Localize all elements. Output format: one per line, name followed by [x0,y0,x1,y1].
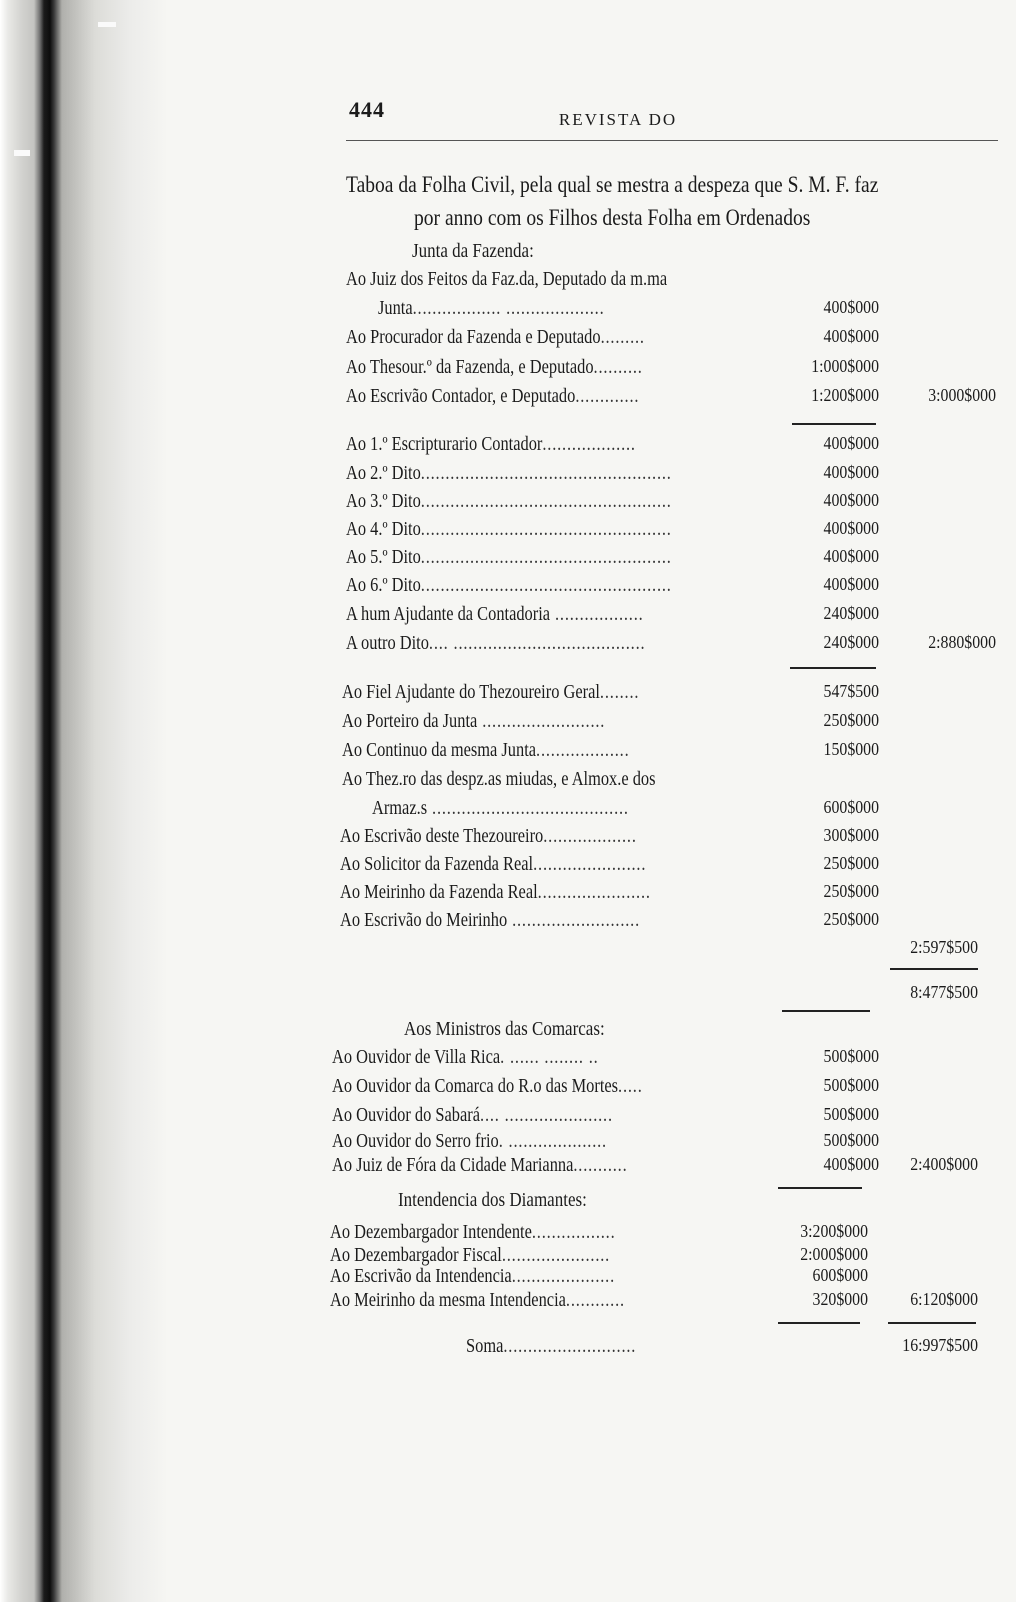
entry-label: Ao 5.º Dito [346,546,421,568]
table-row: Ao 5.º Dito................................................... 400$000 [346,546,879,568]
entry-value: 600$000 [823,797,879,817]
entry-label: Ao Escrivão Contador, e Deputado [346,385,576,407]
entry-label: Ao Ouvidor do Sabará [332,1104,481,1126]
entry-label: Ao Escrivão do Meirinho [340,909,508,931]
table-row: Ao Dezembargador Fiscal...................... 2:000$000 [330,1244,868,1266]
entry-value: 400$000 [823,297,879,317]
table-row: Ao Procurador da Fazenda e Deputado......... 400$000 [346,326,879,348]
table-row: Ao Fiel Ajudante do Thezoureiro Geral........ 547$500 [342,681,879,703]
table-row [0,982,1016,1010]
entry-label: Ao Ouvidor do Serro frio [332,1130,499,1152]
table-row: Ao 1.º Escripturario Contador................... 400$000 [346,433,879,455]
subtotal-rule [778,1187,862,1189]
entry-label: Ao Juiz de Fóra da Cidade Marianna [332,1154,574,1176]
subtotal-rule [792,423,876,425]
table-row [0,937,1016,965]
scan-mark [14,150,30,156]
entry-value: 250$000 [823,710,879,730]
table-row: Ao 4.º Dito................................................... 400$000 [346,518,879,540]
table-row: Ao Escrivão deste Thezoureiro................... 300$000 [340,825,879,847]
entry-label: Ao Meirinho da mesma Intendencia [330,1289,566,1311]
entry-label: A outro Dito [346,632,429,654]
entry-value: 240$000 [823,603,879,623]
total-rule [890,968,978,970]
section-total: 6:120$000 [910,1289,978,1309]
entry-label: Ao Dezembargador Fiscal [330,1244,502,1266]
entry-value: 400$000 [823,518,879,538]
subtotal-rule [778,1322,860,1324]
entry-label: Ao 6.º Dito [346,574,421,596]
table-row: Ao Ouvidor da Comarca do R.o das Mortes..... 500$000 [332,1075,879,1097]
entry-line [0,268,1016,296]
table-row: Ao Dezembargador Intendente................. 3:200$000 [330,1221,868,1243]
entry-label: A hum Ajudante da Contadoria [346,603,551,625]
table-row: Ao Ouvidor do Serro frio. .................... 500$000 [332,1130,879,1152]
entry-label: Ao Dezembargador Intendente [330,1221,532,1243]
entry-label: Ao Ouvidor de Villa Rica [332,1046,501,1068]
entry-label: Ao Meirinho da Fazenda Real [340,881,538,903]
section-total: 2:400$000 [910,1154,978,1174]
header-rule [346,140,998,141]
entry-label: Ao Continuo da mesma Junta [342,739,537,761]
table-row: Ao 2.º Dito................................................... 400$000 [346,462,879,484]
section-total: 2:597$500 [910,937,978,957]
entry-value: 600$000 [812,1265,868,1285]
entry-value: 500$000 [823,1130,879,1150]
entry-value: 400$000 [823,546,879,566]
section-total: 3:000$000 [928,385,996,405]
table-row: Ao Ouvidor de Villa Rica. ...... ........ .. 500$000 [332,1046,879,1068]
entry-line [0,768,1016,796]
entry-value: 400$000 [823,574,879,594]
section-heading-comarcas: Aos Ministros das Comarcas: [404,1018,605,1040]
entry-label: Ao Escrivão da Intendencia [330,1265,512,1287]
entry-value: 400$000 [823,462,879,482]
entry-label: Ao Thez.ro das despz.as miudas, e Almox.e dos [342,768,656,790]
table-row: Ao Escrivão do Meirinho .......................... 250$000 [340,909,879,931]
entry-label: Armaz.s [372,797,428,819]
subtotal-rule [790,667,876,669]
entry-value: 500$000 [823,1104,879,1124]
entry-value: 250$000 [823,909,879,929]
entry-label: Ao Juiz dos Feitos da Faz.da, Deputado da m.ma [346,268,668,290]
entry-label: Junta [378,297,413,319]
section-total: 2:880$000 [928,632,996,652]
section-heading-junta: Junta da Fazenda: [412,240,534,262]
entry-value: 320$000 [812,1289,868,1309]
table-row: Ao Juiz de Fóra da Cidade Marianna........... 400$000 2:400$000 [332,1154,978,1176]
entry-label: Ao Solicitor da Fazenda Real [340,853,534,875]
soma-label: Soma [466,1335,504,1357]
table-row: A hum Ajudante da Contadoria .................. 240$000 [346,603,879,625]
table-row: Junta.................. .................... 400$000 [378,297,879,319]
entry-value: 3:200$000 [800,1221,868,1241]
entry-label: Ao 1.º Escripturario Contador [346,433,543,455]
title-line-2: por anno com os Filhos desta Folha em Ordenados [414,205,811,230]
table-row: Armaz.s ........................................ 600$000 [372,797,879,819]
table-title [346,168,907,234]
entry-value: 1:000$000 [811,356,879,376]
entry-value: 250$000 [823,853,879,873]
entry-label: Ao Ouvidor da Comarca do R.o das Mortes [332,1075,619,1097]
table-row: Ao Escrivão da Intendencia..................... 600$000 [330,1265,868,1287]
entry-label: Ao 3.º Dito [346,490,421,512]
table-row: Ao Ouvidor do Sabará.... ...................... 500$000 [332,1104,879,1126]
entry-value: 547$500 [823,681,879,701]
entry-value: 2:000$000 [800,1244,868,1264]
entry-label: Ao 2.º Dito [346,462,421,484]
table-row: Ao Continuo da mesma Junta................... 150$000 [342,739,879,761]
table-row: Ao 3.º Dito................................................... 400$000 [346,490,879,512]
table-row: Ao Meirinho da Fazenda Real....................... 250$000 [340,881,879,903]
entry-value: 300$000 [823,825,879,845]
page-number: 444 [349,97,385,122]
entry-label: Ao Porteiro da Junta [342,710,478,732]
table-row: Ao Meirinho da mesma Intendencia............ 320$000 6:120$000 [330,1289,978,1311]
entry-label: Ao Escrivão deste Thezoureiro [340,825,544,847]
grand-subtotal: 8:477$500 [910,982,978,1002]
entry-value: 400$000 [823,1154,879,1174]
entry-value: 500$000 [823,1046,879,1066]
entry-value: 400$000 [823,490,879,510]
entry-value: 1:200$000 [811,385,879,405]
table-row: Ao 6.º Dito................................................... 400$000 [346,574,879,596]
entry-label: Ao 4.º Dito [346,518,421,540]
entry-value: 150$000 [823,739,879,759]
entry-value: 240$000 [823,632,879,652]
scan-mark [98,22,116,27]
entry-value: 500$000 [823,1075,879,1095]
table-row: Ao Escrivão Contador, e Deputado............. 1:200$000 3:000$000 [346,385,996,407]
total-rule [888,1322,976,1324]
entry-value: 400$000 [823,326,879,346]
table-row: Soma........................... 16:997$500 [466,1335,978,1357]
table-row: Ao Thesour.º da Fazenda, e Deputado.......... 1:000$000 [346,356,879,378]
table-row: Ao Porteiro da Junta ......................... 250$000 [342,710,879,732]
soma-value: 16:997$500 [902,1335,978,1355]
table-row: A outro Dito.... ....................................... 240$000 2:880$000 [346,632,996,654]
subtotal-rule [782,1010,870,1012]
entry-value: 250$000 [823,881,879,901]
title-line-1: Taboa da Folha Civil, pela qual se mestra a despeza que S. M. F. faz [346,172,879,197]
running-head: REVISTA DO [558,110,678,129]
section-heading-diamantes: Intendencia dos Diamantes: [398,1189,587,1211]
entry-label: Ao Procurador da Fazenda e Deputado [346,326,601,348]
table-row: Ao Solicitor da Fazenda Real....................... 250$000 [340,853,879,875]
entry-label: Ao Fiel Ajudante do Thezoureiro Geral [342,681,600,703]
entry-value: 400$000 [823,433,879,453]
entry-label: Ao Thesour.º da Fazenda, e Deputado [346,356,594,378]
